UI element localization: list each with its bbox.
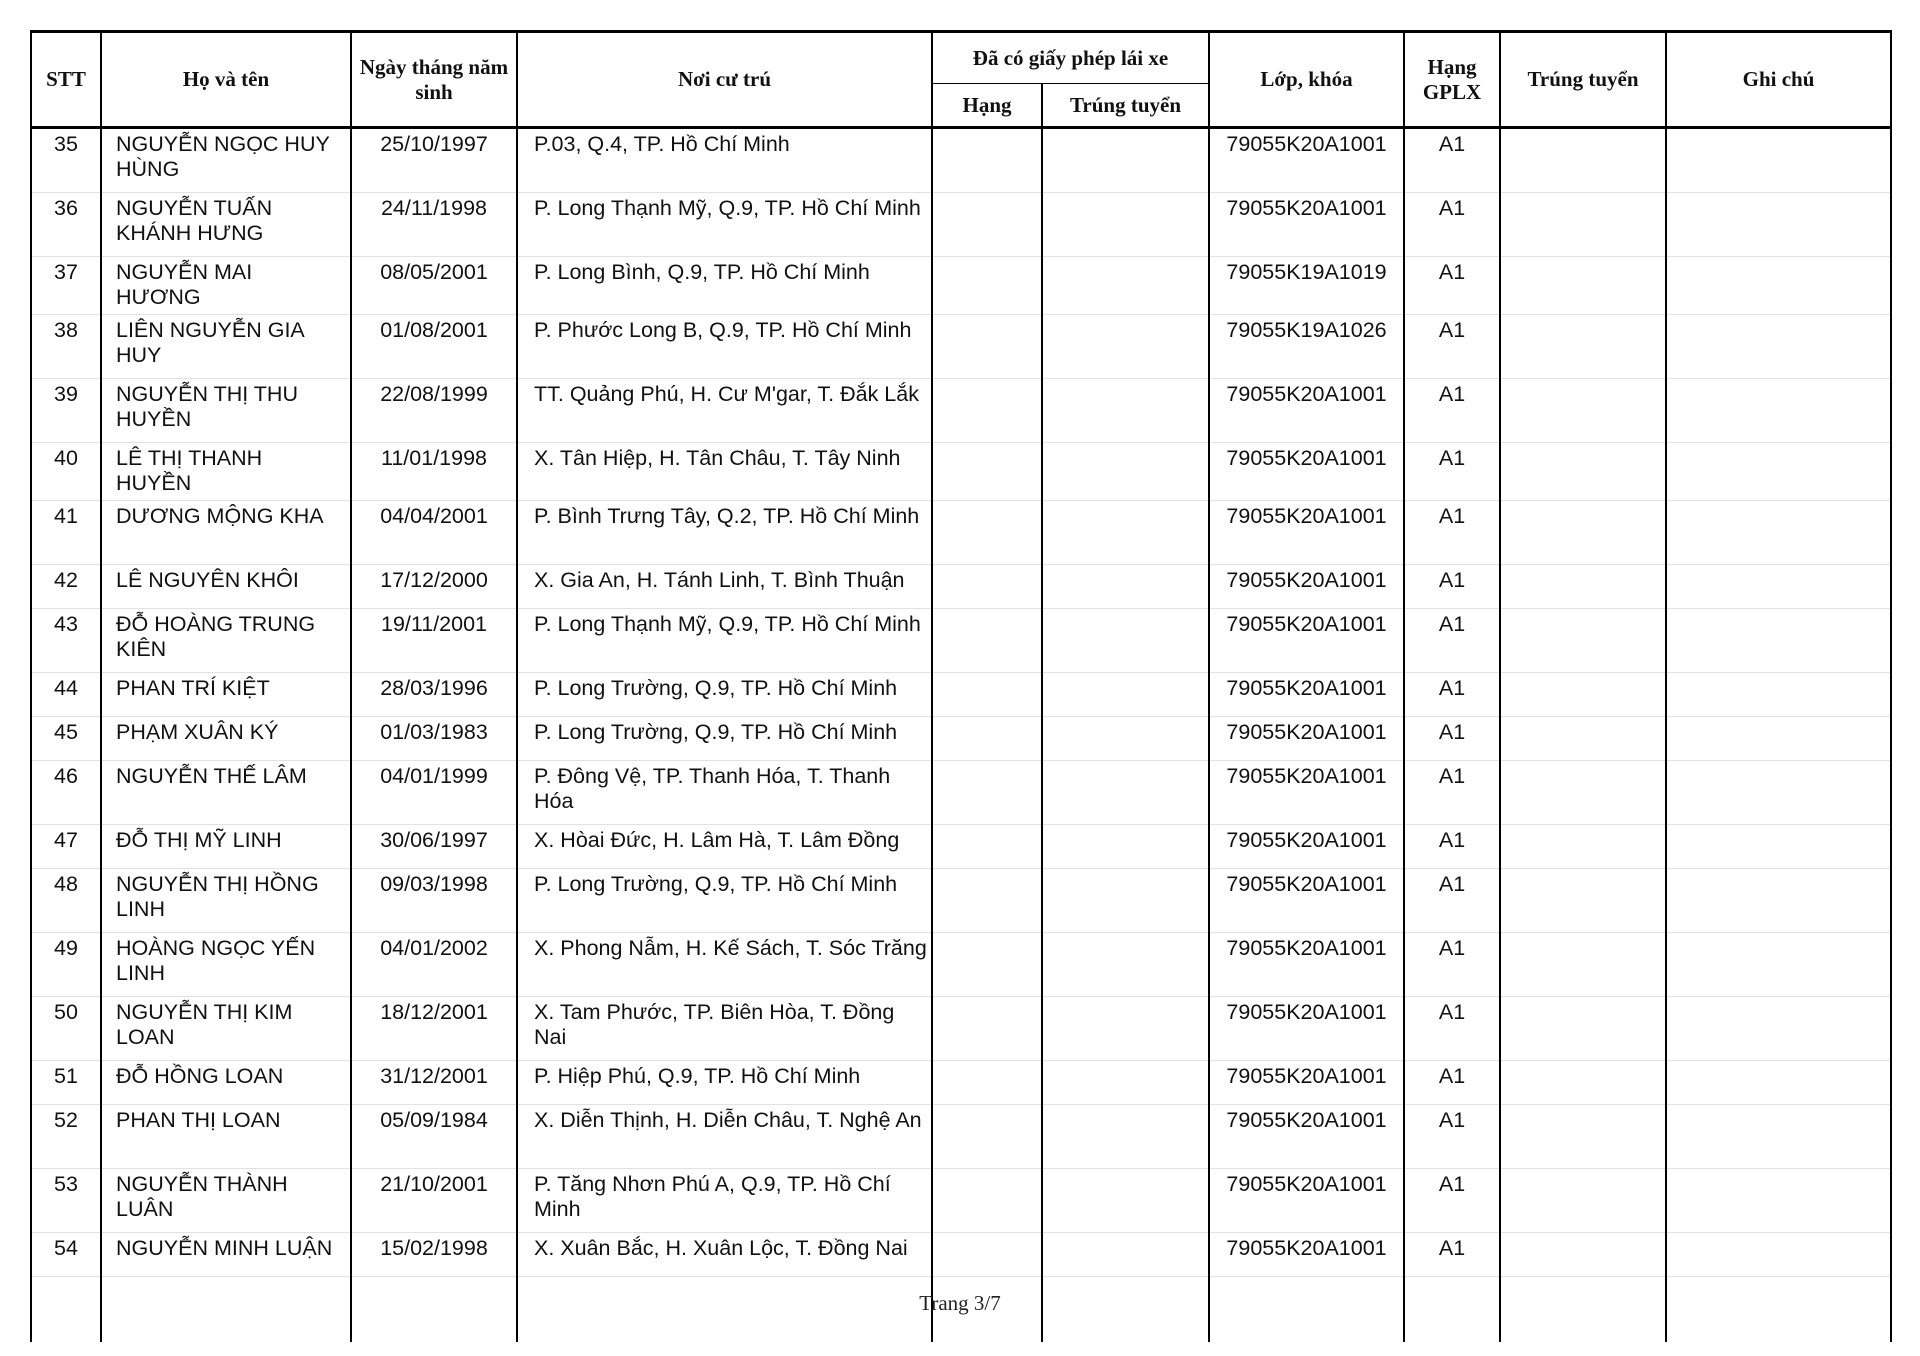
cell-license-class	[932, 1105, 1042, 1169]
cell-license-class	[932, 717, 1042, 761]
table-row	[31, 128, 1891, 193]
cell-passed	[1500, 673, 1666, 717]
cell-license-class	[932, 933, 1042, 997]
cell-license-passed	[1042, 673, 1209, 717]
cell-passed	[1500, 717, 1666, 761]
cell-license-passed	[1042, 609, 1209, 673]
cell-name: NGUYỄN TUẤN KHÁNH HƯNG	[101, 193, 351, 257]
cell-name: LÊ THỊ THANH HUYỀN	[101, 443, 351, 501]
cell-note	[1666, 128, 1891, 193]
table-row	[31, 257, 1891, 315]
table-body	[31, 128, 1891, 1343]
cell-stt: 41	[31, 501, 101, 565]
header-gplx-class: Hạng GPLX	[1404, 32, 1500, 128]
cell-stt: 39	[31, 379, 101, 443]
cell-passed	[1500, 1061, 1666, 1105]
cell-dob: 11/01/1998	[351, 443, 517, 501]
cell-note	[1666, 933, 1891, 997]
header-name: Họ và tên	[101, 32, 351, 128]
cell-name: PHẠM XUÂN KÝ	[101, 717, 351, 761]
cell-dob: 01/08/2001	[351, 315, 517, 379]
cell-passed	[1500, 193, 1666, 257]
cell-passed	[1500, 869, 1666, 933]
cell-address: P. Bình Trưng Tây, Q.2, TP. Hồ Chí Minh	[517, 501, 932, 565]
cell-stt: 35	[31, 128, 101, 193]
table-row	[31, 1233, 1891, 1277]
cell-gplx-class: A1	[1404, 315, 1500, 379]
cell-dob: 15/02/1998	[351, 1233, 517, 1277]
cell-license-class	[932, 379, 1042, 443]
cell-address: P. Long Thạnh Mỹ, Q.9, TP. Hồ Chí Minh	[517, 609, 932, 673]
cell-note	[1666, 193, 1891, 257]
cell-note	[1666, 609, 1891, 673]
cell-note	[1666, 315, 1891, 379]
cell-name: LÊ NGUYÊN KHÔI	[101, 565, 351, 609]
cell-address: P. Phước Long B, Q.9, TP. Hồ Chí Minh	[517, 315, 932, 379]
cell-name: ĐỖ THỊ MỸ LINH	[101, 825, 351, 869]
cell-gplx-class: A1	[1404, 128, 1500, 193]
cell-license-class	[932, 825, 1042, 869]
cell-gplx-class: A1	[1404, 609, 1500, 673]
cell-license-class	[932, 565, 1042, 609]
cell-license-passed	[1042, 128, 1209, 193]
cell-license-passed	[1042, 717, 1209, 761]
cell-license-passed	[1042, 443, 1209, 501]
cell-license-passed	[1042, 565, 1209, 609]
cell-license-passed	[1042, 1233, 1209, 1277]
cell-stt: 54	[31, 1233, 101, 1277]
cell-license-class	[932, 869, 1042, 933]
cell-name: PHAN THỊ LOAN	[101, 1105, 351, 1169]
cell-name: NGUYỄN NGỌC HUY HÙNG	[101, 128, 351, 193]
cell-class-course: 79055K20A1001	[1209, 717, 1404, 761]
cell-name: NGUYỄN THỊ HỒNG LINH	[101, 869, 351, 933]
table-row	[31, 717, 1891, 761]
header-license-passed: Trúng tuyển	[1042, 84, 1209, 128]
cell-address: X. Phong Nẫm, H. Kế Sách, T. Sóc Trăng	[517, 933, 932, 997]
cell-passed	[1500, 257, 1666, 315]
page-number: Trang 3/7	[919, 1291, 1001, 1315]
cell-dob: 05/09/1984	[351, 1105, 517, 1169]
cell-passed	[1500, 1105, 1666, 1169]
cell-name: NGUYỄN THỊ THU HUYỀN	[101, 379, 351, 443]
cell-note	[1666, 501, 1891, 565]
cell-license-class	[932, 609, 1042, 673]
cell-note	[1666, 1105, 1891, 1169]
cell-name: DƯƠNG MỘNG KHA	[101, 501, 351, 565]
cell-passed	[1500, 315, 1666, 379]
cell-license-passed	[1042, 761, 1209, 825]
cell-dob: 04/01/2002	[351, 933, 517, 997]
cell-passed	[1500, 379, 1666, 443]
cell-name: NGUYỄN THÀNH LUÂN	[101, 1169, 351, 1233]
cell-license-passed	[1042, 1105, 1209, 1169]
cell-class-course: 79055K20A1001	[1209, 933, 1404, 997]
cell-license-class	[932, 1233, 1042, 1277]
cell-name: ĐỖ HỒNG LOAN	[101, 1061, 351, 1105]
cell-license-passed	[1042, 315, 1209, 379]
student-roster-table	[30, 30, 1892, 1342]
cell-dob: 04/01/1999	[351, 761, 517, 825]
cell-license-passed	[1042, 257, 1209, 315]
table-row	[31, 1169, 1891, 1233]
cell-stt: 51	[31, 1061, 101, 1105]
cell-gplx-class: A1	[1404, 379, 1500, 443]
cell-note	[1666, 1169, 1891, 1233]
cell-license-passed	[1042, 1169, 1209, 1233]
cell-note	[1666, 443, 1891, 501]
cell-dob: 04/04/2001	[351, 501, 517, 565]
cell-name: ĐỖ HOÀNG TRUNG KIÊN	[101, 609, 351, 673]
cell-license-passed	[1042, 869, 1209, 933]
cell-gplx-class: A1	[1404, 565, 1500, 609]
cell-note	[1666, 997, 1891, 1061]
cell-note	[1666, 379, 1891, 443]
cell-dob: 24/11/1998	[351, 193, 517, 257]
cell-note	[1666, 1233, 1891, 1277]
cell-gplx-class: A1	[1404, 1169, 1500, 1233]
cell-stt: 50	[31, 997, 101, 1061]
cell-passed	[1500, 825, 1666, 869]
cell-address: P. Long Thạnh Mỹ, Q.9, TP. Hồ Chí Minh	[517, 193, 932, 257]
header-note: Ghi chú	[1666, 32, 1891, 128]
cell-class-course: 79055K20A1001	[1209, 609, 1404, 673]
cell-note	[1666, 1061, 1891, 1105]
cell-dob: 19/11/2001	[351, 609, 517, 673]
cell-passed	[1500, 565, 1666, 609]
cell-stt: 36	[31, 193, 101, 257]
cell-note	[1666, 565, 1891, 609]
cell-license-class	[932, 997, 1042, 1061]
cell-address: X. Xuân Bắc, H. Xuân Lộc, T. Đồng Nai	[517, 1233, 932, 1277]
table-row	[31, 193, 1891, 257]
cell-address: P. Long Bình, Q.9, TP. Hồ Chí Minh	[517, 257, 932, 315]
header-class-course: Lớp, khóa	[1209, 32, 1404, 128]
cell-gplx-class: A1	[1404, 997, 1500, 1061]
cell-license-passed	[1042, 997, 1209, 1061]
header-stt: STT	[31, 32, 101, 128]
cell-class-course: 79055K20A1001	[1209, 128, 1404, 193]
cell-class-course: 79055K20A1001	[1209, 761, 1404, 825]
cell-dob: 22/08/1999	[351, 379, 517, 443]
cell-passed	[1500, 1233, 1666, 1277]
cell-dob: 18/12/2001	[351, 997, 517, 1061]
cell-class-course: 79055K20A1001	[1209, 565, 1404, 609]
cell-dob: 08/05/2001	[351, 257, 517, 315]
cell-gplx-class: A1	[1404, 501, 1500, 565]
header-license-class: Hạng	[932, 84, 1042, 128]
cell-license-class	[932, 1061, 1042, 1105]
cell-address: X. Hòai Đức, H. Lâm Hà, T. Lâm Đồng	[517, 825, 932, 869]
cell-stt: 53	[31, 1169, 101, 1233]
cell-name: NGUYỄN MAI HƯƠNG	[101, 257, 351, 315]
cell-class-course: 79055K20A1001	[1209, 193, 1404, 257]
cell-passed	[1500, 443, 1666, 501]
table-row	[31, 869, 1891, 933]
cell-class-course: 79055K20A1001	[1209, 997, 1404, 1061]
header-passed: Trúng tuyển	[1500, 32, 1666, 128]
cell-stt: 44	[31, 673, 101, 717]
cell-address: P. Long Trường, Q.9, TP. Hồ Chí Minh	[517, 717, 932, 761]
cell-dob: 21/10/2001	[351, 1169, 517, 1233]
cell-gplx-class: A1	[1404, 1233, 1500, 1277]
table-row	[31, 565, 1891, 609]
cell-class-course: 79055K20A1001	[1209, 501, 1404, 565]
cell-stt: 38	[31, 315, 101, 379]
table-row	[31, 673, 1891, 717]
cell-gplx-class: A1	[1404, 1061, 1500, 1105]
cell-gplx-class: A1	[1404, 933, 1500, 997]
cell-class-course: 79055K19A1026	[1209, 315, 1404, 379]
table-row	[31, 761, 1891, 825]
cell-name: HOÀNG NGỌC YẾN LINH	[101, 933, 351, 997]
table-row	[31, 443, 1891, 501]
cell-class-course: 79055K20A1001	[1209, 673, 1404, 717]
cell-class-course: 79055K20A1001	[1209, 1061, 1404, 1105]
cell-license-class	[932, 315, 1042, 379]
cell-passed	[1500, 997, 1666, 1061]
cell-license-passed	[1042, 1061, 1209, 1105]
cell-gplx-class: A1	[1404, 193, 1500, 257]
table-row	[31, 997, 1891, 1061]
table-row	[31, 1061, 1891, 1105]
cell-passed	[1500, 933, 1666, 997]
cell-license-class	[932, 443, 1042, 501]
table-row	[31, 315, 1891, 379]
table-row	[31, 1105, 1891, 1169]
cell-license-passed	[1042, 825, 1209, 869]
cell-dob: 30/06/1997	[351, 825, 517, 869]
cell-stt: 40	[31, 443, 101, 501]
cell-note	[1666, 717, 1891, 761]
cell-address: P. Long Trường, Q.9, TP. Hồ Chí Minh	[517, 673, 932, 717]
cell-dob: 09/03/1998	[351, 869, 517, 933]
cell-license-class	[932, 257, 1042, 315]
cell-license-class	[932, 128, 1042, 193]
cell-passed	[1500, 128, 1666, 193]
cell-note	[1666, 869, 1891, 933]
cell-address: X. Tam Phước, TP. Biên Hòa, T. Đồng Nai	[517, 997, 932, 1061]
table-row	[31, 825, 1891, 869]
cell-note	[1666, 673, 1891, 717]
cell-license-class	[932, 761, 1042, 825]
cell-passed	[1500, 1169, 1666, 1233]
cell-license-class	[932, 193, 1042, 257]
cell-dob: 17/12/2000	[351, 565, 517, 609]
cell-dob: 01/03/1983	[351, 717, 517, 761]
cell-name: PHAN TRÍ KIỆT	[101, 673, 351, 717]
cell-gplx-class: A1	[1404, 1105, 1500, 1169]
cell-license-class	[932, 501, 1042, 565]
cell-address: P. Long Trường, Q.9, TP. Hồ Chí Minh	[517, 869, 932, 933]
table-row	[31, 609, 1891, 673]
cell-class-course: 79055K20A1001	[1209, 443, 1404, 501]
cell-name: LIÊN NGUYỄN GIA HUY	[101, 315, 351, 379]
cell-passed	[1500, 609, 1666, 673]
cell-stt: 49	[31, 933, 101, 997]
table-row	[31, 501, 1891, 565]
table-header	[31, 32, 1891, 128]
cell-address: TT. Quảng Phú, H. Cư M'gar, T. Đắk Lắk	[517, 379, 932, 443]
cell-class-course: 79055K20A1001	[1209, 1233, 1404, 1277]
cell-gplx-class: A1	[1404, 869, 1500, 933]
cell-license-passed	[1042, 379, 1209, 443]
cell-class-course: 79055K20A1001	[1209, 1105, 1404, 1169]
cell-gplx-class: A1	[1404, 257, 1500, 315]
cell-gplx-class: A1	[1404, 673, 1500, 717]
cell-passed	[1500, 761, 1666, 825]
cell-stt: 47	[31, 825, 101, 869]
cell-license-passed	[1042, 933, 1209, 997]
cell-class-course: 79055K20A1001	[1209, 1169, 1404, 1233]
table-row	[31, 379, 1891, 443]
cell-gplx-class: A1	[1404, 443, 1500, 501]
cell-class-course: 79055K20A1001	[1209, 379, 1404, 443]
cell-stt: 48	[31, 869, 101, 933]
cell-class-course: 79055K20A1001	[1209, 869, 1404, 933]
cell-license-passed	[1042, 193, 1209, 257]
cell-note	[1666, 257, 1891, 315]
cell-address: X. Tân Hiệp, H. Tân Châu, T. Tây Ninh	[517, 443, 932, 501]
cell-stt: 45	[31, 717, 101, 761]
cell-class-course: 79055K20A1001	[1209, 825, 1404, 869]
cell-name: NGUYỄN THẾ LÂM	[101, 761, 351, 825]
header-license-group: Đã có giấy phép lái xe	[932, 32, 1209, 84]
cell-dob: 28/03/1996	[351, 673, 517, 717]
cell-address: P. Hiệp Phú, Q.9, TP. Hồ Chí Minh	[517, 1061, 932, 1105]
cell-stt: 43	[31, 609, 101, 673]
cell-name: NGUYỄN MINH LUẬN	[101, 1233, 351, 1277]
cell-name: NGUYỄN THỊ KIM LOAN	[101, 997, 351, 1061]
cell-dob: 25/10/1997	[351, 128, 517, 193]
cell-passed	[1500, 501, 1666, 565]
cell-stt: 52	[31, 1105, 101, 1169]
cell-address: P. Đông Vệ, TP. Thanh Hóa, T. Thanh Hóa	[517, 761, 932, 825]
cell-gplx-class: A1	[1404, 761, 1500, 825]
header-dob: Ngày tháng năm sinh	[351, 32, 517, 128]
cell-class-course: 79055K19A1019	[1209, 257, 1404, 315]
cell-address: X. Diễn Thịnh, H. Diễn Châu, T. Nghệ An	[517, 1105, 932, 1169]
cell-address: P. Tăng Nhơn Phú A, Q.9, TP. Hồ Chí Minh	[517, 1169, 932, 1233]
cell-gplx-class: A1	[1404, 825, 1500, 869]
cell-dob: 31/12/2001	[351, 1061, 517, 1105]
cell-address: P.03, Q.4, TP. Hồ Chí Minh	[517, 128, 932, 193]
cell-license-class	[932, 673, 1042, 717]
cell-note	[1666, 761, 1891, 825]
cell-gplx-class: A1	[1404, 717, 1500, 761]
table-row	[31, 933, 1891, 997]
cell-stt: 42	[31, 565, 101, 609]
cell-license-class	[932, 1169, 1042, 1233]
cell-license-passed	[1042, 501, 1209, 565]
cell-note	[1666, 825, 1891, 869]
cell-stt: 37	[31, 257, 101, 315]
cell-stt: 46	[31, 761, 101, 825]
header-address: Nơi cư trú	[517, 32, 932, 128]
cell-address: X. Gia An, H. Tánh Linh, T. Bình Thuận	[517, 565, 932, 609]
